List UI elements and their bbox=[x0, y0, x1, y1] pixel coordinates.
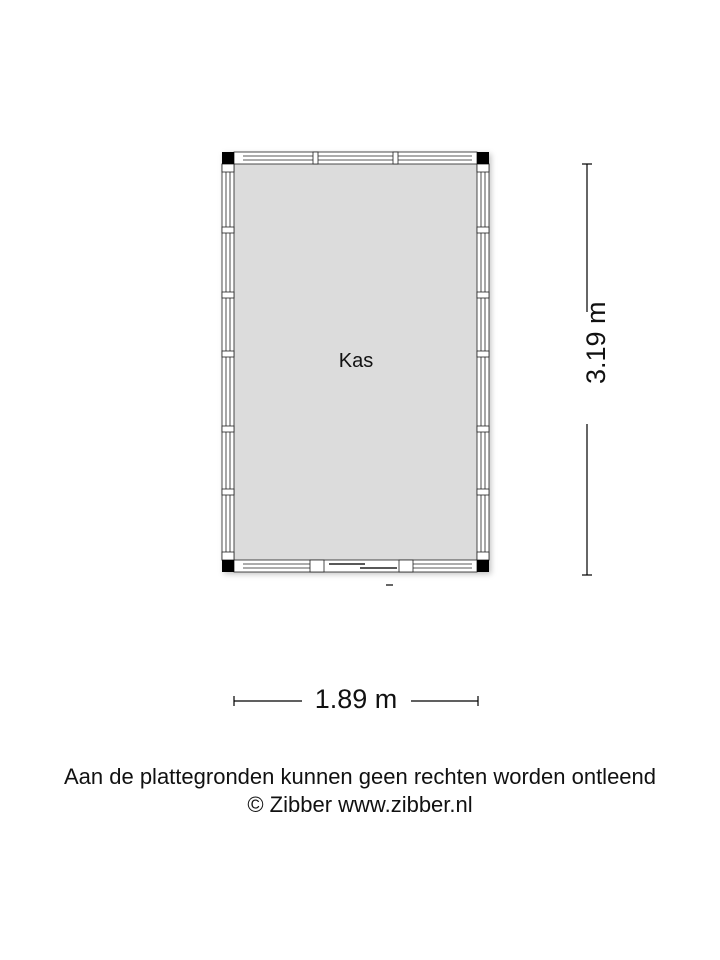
footer bbox=[0, 763, 720, 819]
height-label: 3.19 m bbox=[581, 301, 611, 384]
room-label: Kas bbox=[338, 350, 374, 372]
disclaimer-text: Aan de plattegronden kunnen geen rechten worden ontleend bbox=[63, 764, 657, 789]
copyright-text: © Zibber www.zibber.nl bbox=[247, 792, 473, 817]
width-label: 1.89 m bbox=[314, 684, 398, 714]
